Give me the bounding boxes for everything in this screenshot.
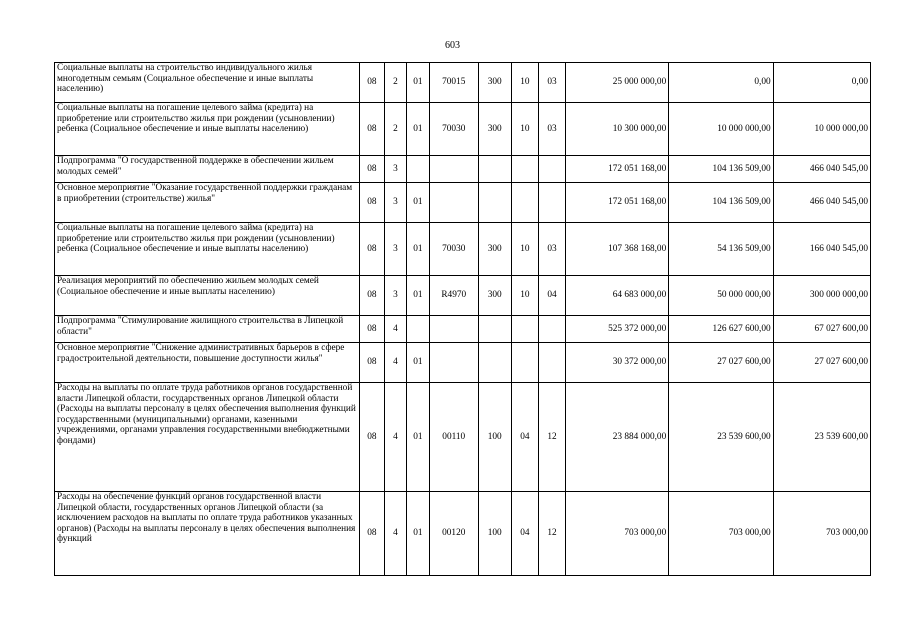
code-section-cell: 10 — [511, 103, 539, 156]
row-name-cell: Реализация мероприятий по обеспечению жильем молодых семей (Социальное обеспечение и иные выплаты населению) — [55, 276, 360, 316]
code-direction-cell: 00120 — [429, 492, 478, 576]
row-name-cell: Расходы на обеспечение функций органов государственной власти Липецкой области, государственных органов Липецкой области (за исключением расходов на выплаты по оплате труда работников указанных органов) (Расходы на выплаты персоналу в целях обеспечения выполнения функций — [55, 492, 360, 576]
amount-year-1-cell: 23 884 000,00 — [565, 383, 668, 492]
code-subsection-cell: 04 — [539, 276, 566, 316]
code-direction-cell — [429, 183, 478, 223]
code-direction-cell — [429, 343, 478, 383]
code-expense-type-cell — [478, 316, 511, 343]
amount-year-3-cell: 10 000 000,00 — [773, 103, 870, 156]
code-program-cell: 08 — [360, 103, 385, 156]
code-expense-type-cell — [478, 343, 511, 383]
amount-year-1-cell: 10 300 000,00 — [565, 103, 668, 156]
code-activity-cell: 01 — [407, 383, 430, 492]
table-row — [55, 316, 871, 343]
code-activity-cell: 01 — [407, 183, 430, 223]
code-subprogram-cell: 3 — [384, 156, 407, 183]
code-activity-cell — [407, 316, 430, 343]
table-body — [55, 63, 871, 576]
budget-table — [54, 62, 871, 576]
amount-year-1-cell: 107 368 168,00 — [565, 223, 668, 276]
amount-year-3-cell: 166 040 545,00 — [773, 223, 870, 276]
amount-year-1-cell: 64 683 000,00 — [565, 276, 668, 316]
code-direction-cell: 00110 — [429, 383, 478, 492]
amount-year-3-cell: 703 000,00 — [773, 492, 870, 576]
table-row — [55, 383, 871, 492]
code-section-cell: 10 — [511, 276, 539, 316]
code-subsection-cell: 03 — [539, 103, 566, 156]
code-subprogram-cell: 4 — [384, 316, 407, 343]
code-section-cell: 04 — [511, 383, 539, 492]
amount-year-2-cell: 0,00 — [669, 63, 773, 103]
code-subsection-cell: 12 — [539, 492, 566, 576]
code-activity-cell: 01 — [407, 63, 430, 103]
amount-year-3-cell: 466 040 545,00 — [773, 183, 870, 223]
code-activity-cell: 01 — [407, 343, 430, 383]
amount-year-2-cell: 104 136 509,00 — [669, 183, 773, 223]
code-subprogram-cell: 3 — [384, 183, 407, 223]
code-program-cell: 08 — [360, 492, 385, 576]
amount-year-1-cell: 30 372 000,00 — [565, 343, 668, 383]
code-activity-cell: 01 — [407, 223, 430, 276]
code-activity-cell: 01 — [407, 276, 430, 316]
code-section-cell: 10 — [511, 223, 539, 276]
amount-year-2-cell: 126 627 600,00 — [669, 316, 773, 343]
amount-year-1-cell: 172 051 168,00 — [565, 156, 668, 183]
row-name-cell: Социальные выплаты на погашение целевого займа (кредита) на приобретение или строительство жилья при рождении (усыновлении) ребенка (Социальное обеспечение и иные выплаты населению) — [55, 103, 360, 156]
code-direction-cell: 70030 — [429, 103, 478, 156]
row-name-cell: Расходы на выплаты по оплате труда работников органов государственной власти Липецкой области, государственных органов Липецкой области (Расходы на выплаты персоналу в целях обеспечения выполнения функций государственными (муниципальными) органами, казенными учреждениями, органами управления государственными внебюджетными фондами) — [55, 383, 360, 492]
code-expense-type-cell: 100 — [478, 492, 511, 576]
code-activity-cell: 01 — [407, 492, 430, 576]
row-name-cell: Основное мероприятие "Оказание государственной поддержки гражданам в приобретении (строительстве) жилья" — [55, 183, 360, 223]
code-subprogram-cell: 4 — [384, 383, 407, 492]
code-subprogram-cell: 3 — [384, 276, 407, 316]
code-program-cell: 08 — [360, 156, 385, 183]
amount-year-3-cell: 466 040 545,00 — [773, 156, 870, 183]
code-subprogram-cell: 2 — [384, 63, 407, 103]
table-row — [55, 63, 871, 103]
amount-year-1-cell: 525 372 000,00 — [565, 316, 668, 343]
code-direction-cell: R4970 — [429, 276, 478, 316]
amount-year-3-cell: 27 027 600,00 — [773, 343, 870, 383]
amount-year-1-cell: 25 000 000,00 — [565, 63, 668, 103]
code-expense-type-cell: 100 — [478, 383, 511, 492]
code-direction-cell: 70030 — [429, 223, 478, 276]
code-expense-type-cell: 300 — [478, 223, 511, 276]
table-row — [55, 156, 871, 183]
code-subsection-cell — [539, 343, 566, 383]
code-direction-cell: 70015 — [429, 63, 478, 103]
table-row — [55, 103, 871, 156]
code-subprogram-cell: 2 — [384, 103, 407, 156]
code-activity-cell: 01 — [407, 103, 430, 156]
amount-year-1-cell: 703 000,00 — [565, 492, 668, 576]
code-program-cell: 08 — [360, 183, 385, 223]
row-name-cell: Основное мероприятие "Снижение административных барьеров в сфере градостроительной деятельности, повышение доступности жилья" — [55, 343, 360, 383]
amount-year-2-cell: 27 027 600,00 — [669, 343, 773, 383]
code-subsection-cell — [539, 183, 566, 223]
amount-year-3-cell: 0,00 — [773, 63, 870, 103]
page-number: 603 — [445, 40, 460, 51]
amount-year-3-cell: 67 027 600,00 — [773, 316, 870, 343]
code-expense-type-cell: 300 — [478, 103, 511, 156]
amount-year-3-cell: 300 000 000,00 — [773, 276, 870, 316]
code-expense-type-cell: 300 — [478, 63, 511, 103]
code-activity-cell — [407, 156, 430, 183]
amount-year-2-cell: 104 136 509,00 — [669, 156, 773, 183]
row-name-cell: Социальные выплаты на строительство индивидуального жилья многодетным семьям (Социальное обеспечение и иные выплаты населению) — [55, 63, 360, 103]
amount-year-2-cell: 50 000 000,00 — [669, 276, 773, 316]
amount-year-3-cell: 23 539 600,00 — [773, 383, 870, 492]
code-program-cell: 08 — [360, 223, 385, 276]
code-subprogram-cell: 3 — [384, 223, 407, 276]
code-subsection-cell: 03 — [539, 223, 566, 276]
amount-year-2-cell: 54 136 509,00 — [669, 223, 773, 276]
table-row — [55, 343, 871, 383]
table-row — [55, 492, 871, 576]
row-name-cell: Подпрограмма "О государственной поддержке в обеспечении жильем молодых семей" — [55, 156, 360, 183]
code-subsection-cell: 12 — [539, 383, 566, 492]
code-expense-type-cell — [478, 183, 511, 223]
code-section-cell: 10 — [511, 63, 539, 103]
amount-year-2-cell: 23 539 600,00 — [669, 383, 773, 492]
code-section-cell — [511, 343, 539, 383]
row-name-cell: Социальные выплаты на погашение целевого займа (кредита) на приобретение или строительство жилья при рождении (усыновлении) ребенка (Социальное обеспечение и иные выплаты населению) — [55, 223, 360, 276]
code-subsection-cell — [539, 316, 566, 343]
row-name-cell: Подпрограмма "Стимулирование жилищного строительства в Липецкой области" — [55, 316, 360, 343]
code-subsection-cell — [539, 156, 566, 183]
code-section-cell: 04 — [511, 492, 539, 576]
code-direction-cell — [429, 156, 478, 183]
code-subprogram-cell: 4 — [384, 343, 407, 383]
code-program-cell: 08 — [360, 316, 385, 343]
code-program-cell: 08 — [360, 276, 385, 316]
code-section-cell — [511, 316, 539, 343]
code-program-cell: 08 — [360, 383, 385, 492]
code-subsection-cell: 03 — [539, 63, 566, 103]
code-subprogram-cell: 4 — [384, 492, 407, 576]
table-row — [55, 276, 871, 316]
code-program-cell: 08 — [360, 343, 385, 383]
amount-year-2-cell: 10 000 000,00 — [669, 103, 773, 156]
code-program-cell: 08 — [360, 63, 385, 103]
code-expense-type-cell — [478, 156, 511, 183]
code-section-cell — [511, 156, 539, 183]
table-row — [55, 223, 871, 276]
table-row — [55, 183, 871, 223]
code-section-cell — [511, 183, 539, 223]
amount-year-1-cell: 172 051 168,00 — [565, 183, 668, 223]
amount-year-2-cell: 703 000,00 — [669, 492, 773, 576]
code-direction-cell — [429, 316, 478, 343]
code-expense-type-cell: 300 — [478, 276, 511, 316]
